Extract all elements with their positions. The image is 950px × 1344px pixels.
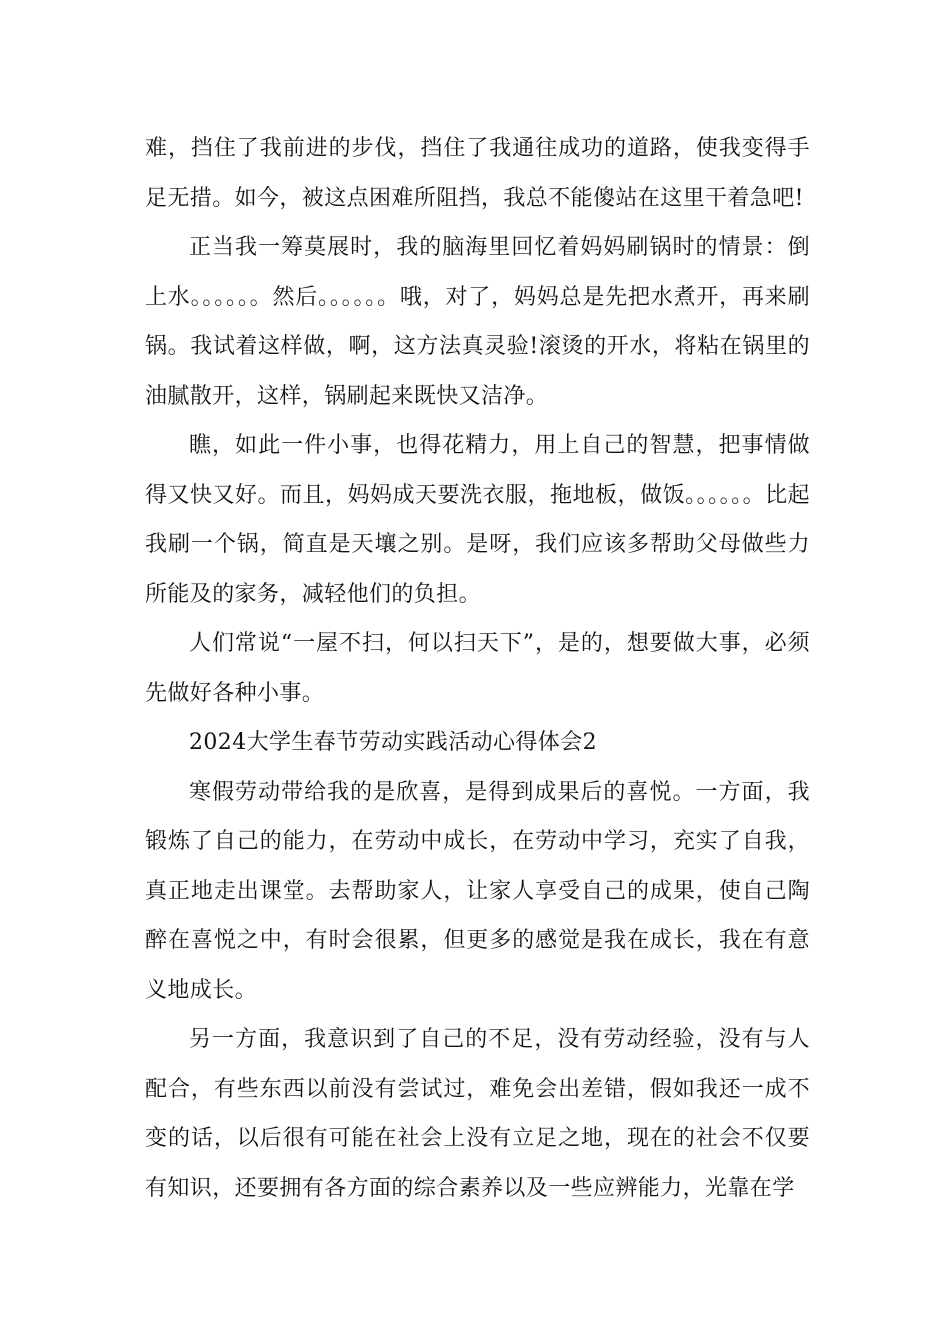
paragraph-1: 难，挡住了我前进的步伐，挡住了我通往成功的道路，使我变得手足无措。如今，被这点困难所阻挡，我总不能傻站在这里干着急吧! <box>145 136 810 211</box>
section-heading: 2024大学生春节劳动实践活动心得体会2 <box>189 730 597 755</box>
paragraph-5: 寒假劳动带给我的是欣喜，是得到成果后的喜悦。一方面，我锻炼了自己的能力，在劳动中成长，在劳动中学习，充实了自我，真正地走出课堂。去帮助家人，让家人享受自己的成果，使自己陶醉在喜悦之中，有时会很累，但更多的感觉是我在成长，我在有意义地成长。 <box>145 779 810 1003</box>
paragraph-2: 正当我一筹莫展时，我的脑海里回忆着妈妈刷锅时的情景：倒上水。。。。。。然后。。。。。。哦，对了，妈妈总是先把水煮开，再来刷锅。我试着这样做，啊，这方法真灵验!滚烫的开水，将粘在锅里的油腻散开，这样，锅刷起来既快又洁净。 <box>145 235 810 409</box>
paragraph-3: 瞧，如此一件小事，也得花精力，用上自己的智慧，把事情做得又快又好。而且，妈妈成天要洗衣服，拖地板，做饭。。。。。。比起我刷一个锅，简直是天壤之别。是呀，我们应该多帮助父母做些力所能及的家务，减轻他们的负担。 <box>145 433 810 607</box>
paragraph-4: 人们常说“一屋不扫，何以扫天下”，是的，想要做大事，必须先做好各种小事。 <box>145 631 810 706</box>
paragraph-6: 另一方面，我意识到了自己的不足，没有劳动经验，没有与人配合，有些东西以前没有尝试过，难免会出差错，假如我还一成不变的话，以后很有可能在社会上没有立足之地，现在的社会不仅要有知识，还要拥有各方面的综合素养以及一些应辨能力，光靠在学 <box>145 1027 810 1201</box>
document-body <box>145 124 810 1213</box>
